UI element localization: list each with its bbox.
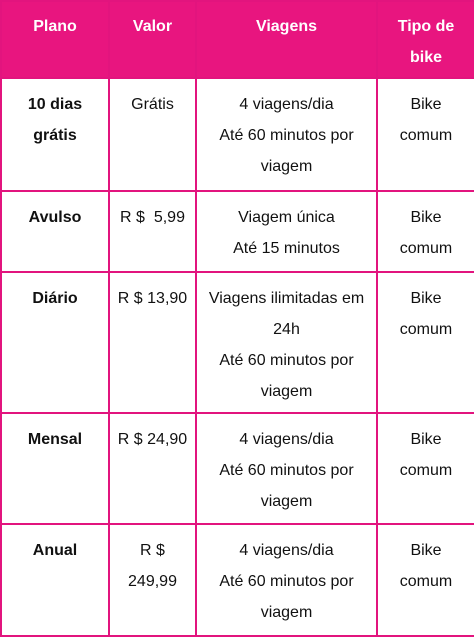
plan-bike-type: Bike comum [377,191,474,272]
plan-price: Grátis [109,78,196,191]
plan-bike-type: Bike comum [377,272,474,413]
trips-line: 4 viagens/dia [239,542,334,559]
plan-price: R $ 24,90 [109,413,196,524]
trips-line: 4 viagens/dia [239,431,334,448]
plan-bike-type: Bike comum [377,524,474,636]
plan-trips [196,191,377,272]
plan-price: R $ 249,99 [109,524,196,636]
header-row [1,1,474,78]
trips-line: Viagem única [238,209,335,226]
trips-line: Até 60 minutos por viagem [219,573,354,621]
plan-name: Diário [1,272,109,413]
table-row [1,413,474,524]
trips-line: Viagens ilimitadas em 24h [208,290,365,338]
plan-name: Anual [1,524,109,636]
plan-name: Avulso [1,191,109,272]
trips-line: 4 viagens/dia [239,96,334,113]
plan-name: 10 dias grátis [1,78,109,191]
table-row [1,272,474,413]
plan-trips [196,524,377,636]
plan-trips [196,78,377,191]
plan-bike-type: Bike comum [377,413,474,524]
trips-line: Até 60 minutos por viagem [219,352,354,400]
plan-name: Mensal [1,413,109,524]
table-row [1,524,474,636]
plan-trips [196,272,377,413]
header-plano: Plano [1,1,109,78]
plan-price: R $ 5,99 [109,191,196,272]
table-row [1,191,474,272]
trips-line: Até 60 minutos por viagem [219,462,354,510]
plan-price: R $ 13,90 [109,272,196,413]
trips-line: Até 15 minutos [233,240,340,257]
trips-line: Até 60 minutos por viagem [219,127,354,175]
table-row [1,78,474,191]
plan-bike-type: Bike comum [377,78,474,191]
header-tipo-de-bike: Tipo de bike [377,1,474,78]
plan-trips [196,413,377,524]
header-viagens: Viagens [196,1,377,78]
header-valor: Valor [109,1,196,78]
